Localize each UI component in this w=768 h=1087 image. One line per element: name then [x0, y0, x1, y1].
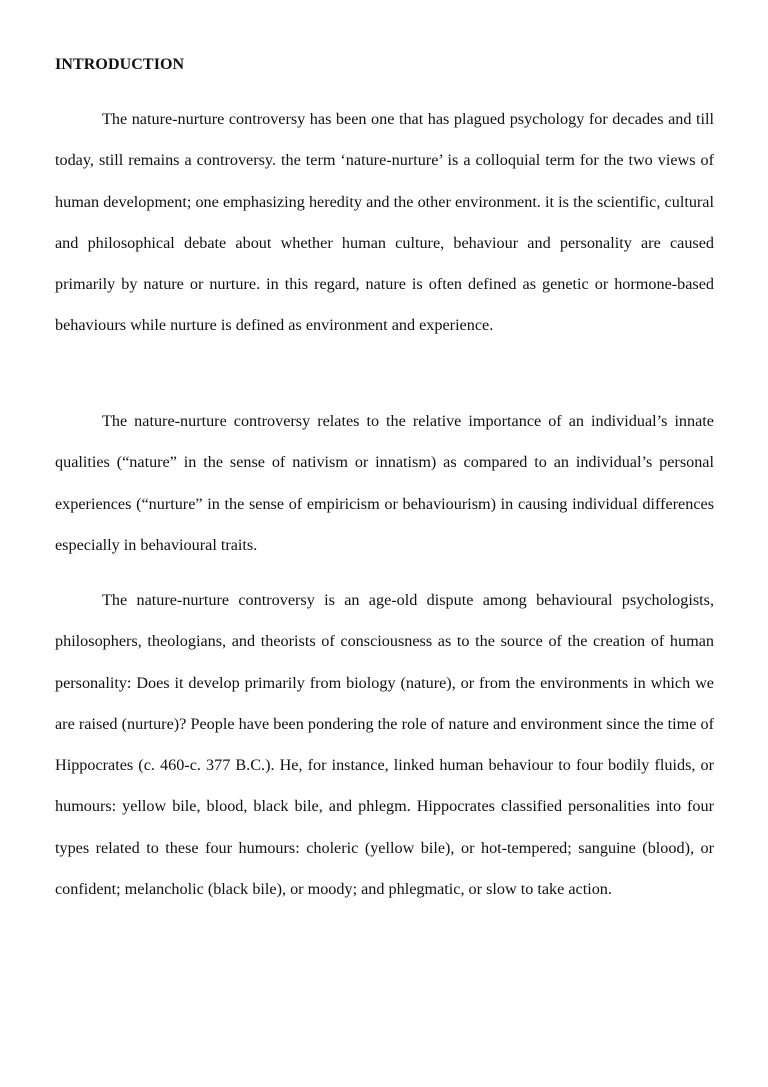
paragraph-2: The nature-nurture controversy relates to the relative importance of an individual’s innate qualities (“nature” in the sense of nativism or innatism) as compared to an individual’s personal experiences (“nurture” in the sense of empiricism or behaviourism) in causing individual differences especially in behavioural traits.	[55, 412, 714, 554]
paragraph-3: The nature-nurture controversy is an age-old dispute among behavioural psychologists, philosophers, theologians, and theorists of consciousness as to the source of the creation of human personality: Does it develop primarily from biology (nature), or from the environments in which we are raised (nurture)? People have been pondering the role of nature and environment since the time of Hippocrates (c. 460-c. 377 B.C.). He, for instance, linked human behaviour to four bodily fluids, or humours: yellow bile, blood, black bile, and phlegm. Hippocrates classified personalities into four types related to these four humours: choleric (yellow bile), or hot-tempered; sanguine (blood), or confident; melancholic (black bile), or moody; and phlegmatic, or slow to take action.	[55, 591, 714, 899]
section-heading: INTRODUCTION	[55, 56, 185, 73]
paragraph-1: The nature-nurture controversy has been one that has plagued psychology for decades and till today, still remains a controversy. the term ‘nature-nurture’ is a colloquial term for the two views of human development; one emphasizing heredity and the other environment. it is the scientific, cultural and philosophical debate about whether human culture, behaviour and personality are caused primarily by nature or nurture. in this regard, nature is often defined as genetic or hormone-based behaviours while nurture is defined as environment and experience.	[55, 110, 714, 335]
